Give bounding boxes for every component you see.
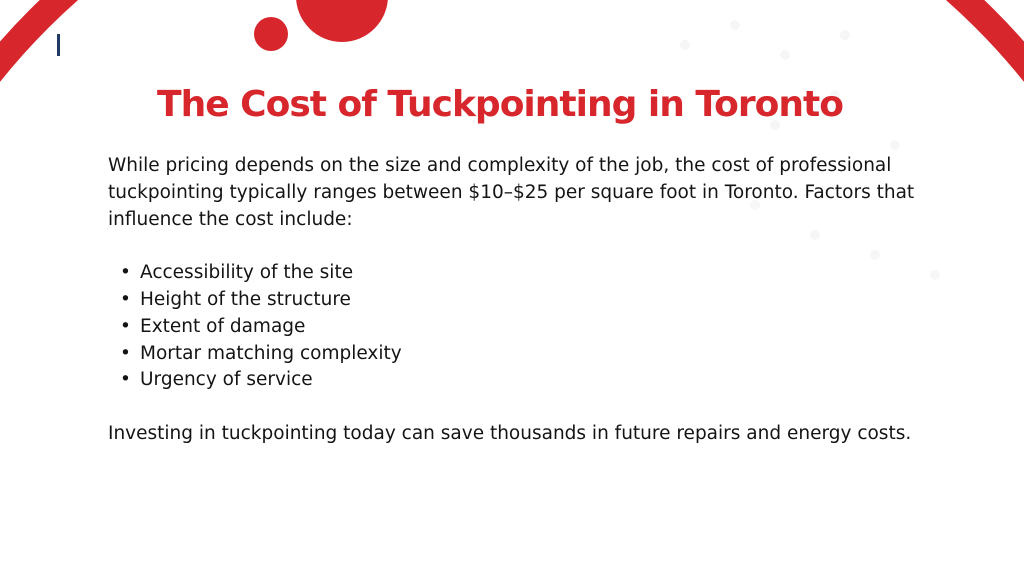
closing-paragraph: Investing in tuckpointing today can save thousands in future repairs and energy costs.: [108, 422, 912, 444]
list-item: • Height of the structure: [140, 287, 988, 314]
accent-mark: [57, 34, 60, 56]
list-item: • Urgency of service: [140, 367, 988, 394]
body-content: [108, 153, 988, 448]
list-item: • Mortar matching complexity: [140, 341, 988, 368]
intro-paragraph: While pricing depends on the size and complexity of the job, the cost of professional tuckpointing typically ranges between $10–$25 per square foot in Toronto. Factors that influence the cost include:: [108, 155, 915, 230]
factor-list: [108, 260, 988, 394]
list-item: • Extent of damage: [140, 314, 988, 341]
decorative-circle-small: [254, 17, 288, 51]
list-item: • Accessibility of the site: [140, 260, 988, 287]
page-title: The Cost of Tuckpointing in Toronto: [157, 84, 843, 125]
